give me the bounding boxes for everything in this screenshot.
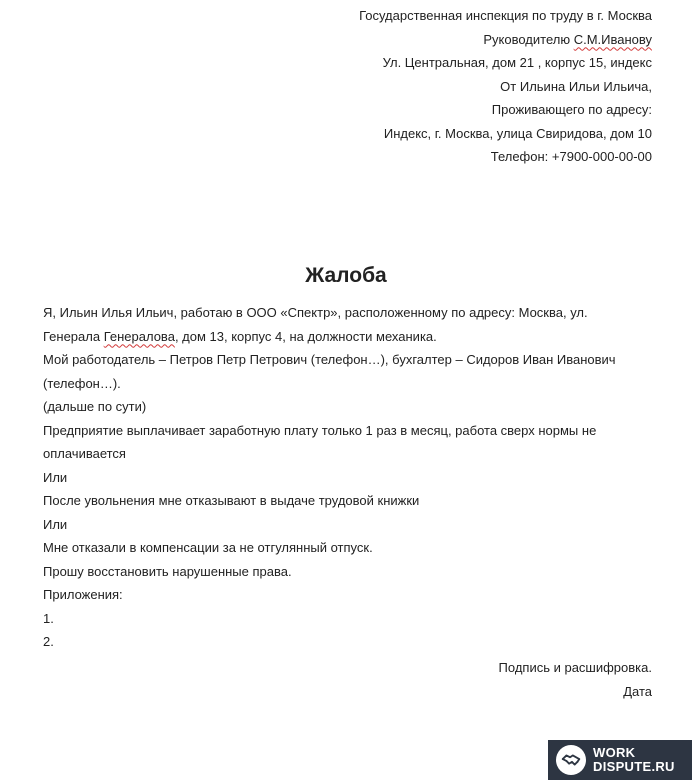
signature-block bbox=[499, 656, 652, 703]
sender-address-label: Проживающего по адресу: bbox=[491, 102, 652, 117]
watermark-badge bbox=[548, 740, 692, 780]
addressee-head-name: С.М.Иванову bbox=[573, 31, 652, 47]
body-line-3: Мой работодатель – Петров Петр Петрович (телефон…), бухгалтер – Сидоров Иван Иванович bbox=[43, 352, 616, 367]
attachment-item-2: 2. bbox=[43, 634, 54, 649]
body-line-1: Я, Ильин Илья Ильич, работаю в ООО «Спектр», расположенному по адресу: Москва, ул. bbox=[43, 305, 588, 320]
body-line-12: Прошу восстановить нарушенные права. bbox=[43, 563, 292, 579]
badge-line-2: DISPUTE.RU bbox=[593, 759, 675, 774]
addressee-address: Ул. Центральная, дом 21 , корпус 15, индекс bbox=[382, 55, 652, 70]
signature-label: Подпись и расшифровка. bbox=[498, 660, 652, 675]
body-line-9: После увольнения мне отказывают в выдаче трудовой книжки bbox=[43, 493, 420, 508]
body-line-10: Или bbox=[43, 516, 68, 532]
body-line-11: Мне отказали в компенсации за не отгулянный отпуск. bbox=[43, 540, 373, 555]
addressee-block bbox=[359, 4, 652, 169]
addressee-inspection: Государственная инспекция по труду в г. Москва bbox=[359, 8, 652, 23]
body-line-2-suffix: , дом 13, корпус 4, на должности механика. bbox=[174, 328, 437, 344]
body-line-5: (дальше по сути) bbox=[43, 399, 147, 414]
body-line-2-street: Генералова bbox=[103, 328, 175, 344]
date-label: Дата bbox=[623, 683, 652, 699]
attachment-item-1: 1. bbox=[43, 610, 54, 626]
body-line-7: оплачивается bbox=[43, 446, 126, 461]
sender-name: От Ильина Ильи Ильича, bbox=[500, 78, 652, 94]
addressee-head-label: Руководителю bbox=[483, 31, 574, 47]
body-line-4: (телефон…). bbox=[43, 375, 121, 391]
badge-line-1: WORK bbox=[593, 745, 636, 760]
handshake-icon bbox=[556, 745, 586, 775]
sender-address: Индекс, г. Москва, улица Свиридова, дом 10 bbox=[383, 125, 652, 141]
body-line-2-prefix: Генерала bbox=[43, 328, 104, 344]
document-title: Жалоба bbox=[305, 264, 387, 287]
body-line-8: Или bbox=[43, 469, 68, 485]
addressee-head bbox=[359, 28, 652, 52]
sender-phone: Телефон: +7900-000-00-00 bbox=[490, 149, 652, 164]
complaint-body bbox=[43, 301, 658, 654]
badge-text bbox=[593, 746, 675, 774]
body-line-2 bbox=[43, 325, 658, 349]
attachments-label: Приложения: bbox=[43, 587, 123, 602]
body-line-6: Предприятие выплачивает заработную плату только 1 раз в месяц, работа сверх нормы не bbox=[43, 422, 597, 438]
